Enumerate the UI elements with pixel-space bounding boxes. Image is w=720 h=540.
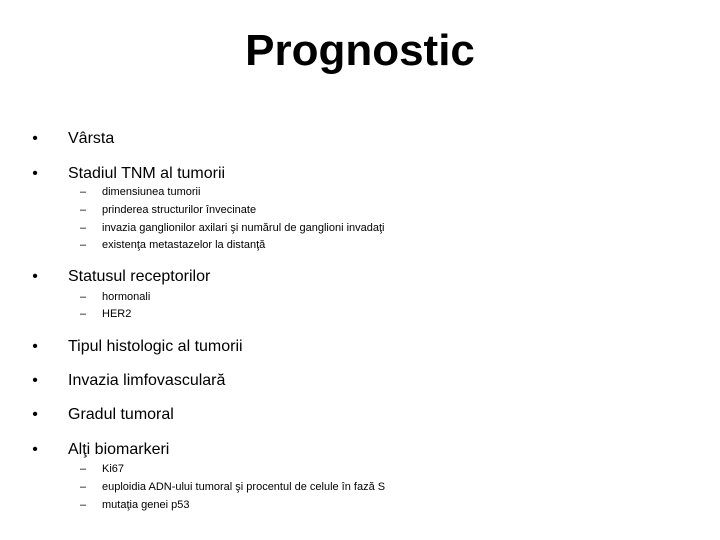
dash-marker: – xyxy=(79,308,87,320)
dash-marker: – xyxy=(79,186,87,198)
sub-item-label: existenţa metastazelor la distanţă xyxy=(102,239,266,251)
sub-item-label: Ki67 xyxy=(102,463,125,475)
bullet-marker: • xyxy=(32,406,38,423)
dash-marker: – xyxy=(79,291,87,303)
bullet-label: Tipul histologic al tumorii xyxy=(68,338,243,355)
bullet-marker: • xyxy=(32,372,38,389)
bullet-label: Stadiul TNM al tumorii xyxy=(68,165,226,182)
bullet-label: Vârsta xyxy=(68,130,115,147)
sub-item-label: euploidia ADN-ului tumoral şi procentul de celule în fază S xyxy=(102,481,386,493)
sub-item-label: dimensiunea tumorii xyxy=(102,186,201,198)
dash-marker: – xyxy=(79,222,87,234)
bullet-marker: • xyxy=(32,441,38,458)
bullet-marker: • xyxy=(32,130,38,147)
bullet-label: Gradul tumoral xyxy=(68,406,174,423)
sub-item-label: mutaţia genei p53 xyxy=(102,499,190,511)
dash-marker: – xyxy=(79,481,87,493)
sub-item-label: invazia ganglionilor axilari şi numărul de ganglioni invadaţi xyxy=(102,222,385,234)
bullet-marker: • xyxy=(32,268,38,285)
bullet-marker: • xyxy=(32,338,38,355)
sub-item-label: hormonali xyxy=(102,291,151,303)
bullet-label: Alţi biomarkeri xyxy=(68,441,170,458)
bullet-label: Invazia limfovasculară xyxy=(68,372,226,389)
bullet-label: Statusul receptorilor xyxy=(68,268,211,285)
dash-marker: – xyxy=(79,239,87,251)
bullet-marker: • xyxy=(32,165,38,182)
dash-marker: – xyxy=(79,204,87,216)
sub-item-label: HER2 xyxy=(102,308,132,320)
dash-marker: – xyxy=(79,463,87,475)
dash-marker: – xyxy=(79,499,87,511)
sub-item-label: prinderea structurilor învecinate xyxy=(102,204,257,216)
slide-title: Prognostic xyxy=(245,26,475,75)
